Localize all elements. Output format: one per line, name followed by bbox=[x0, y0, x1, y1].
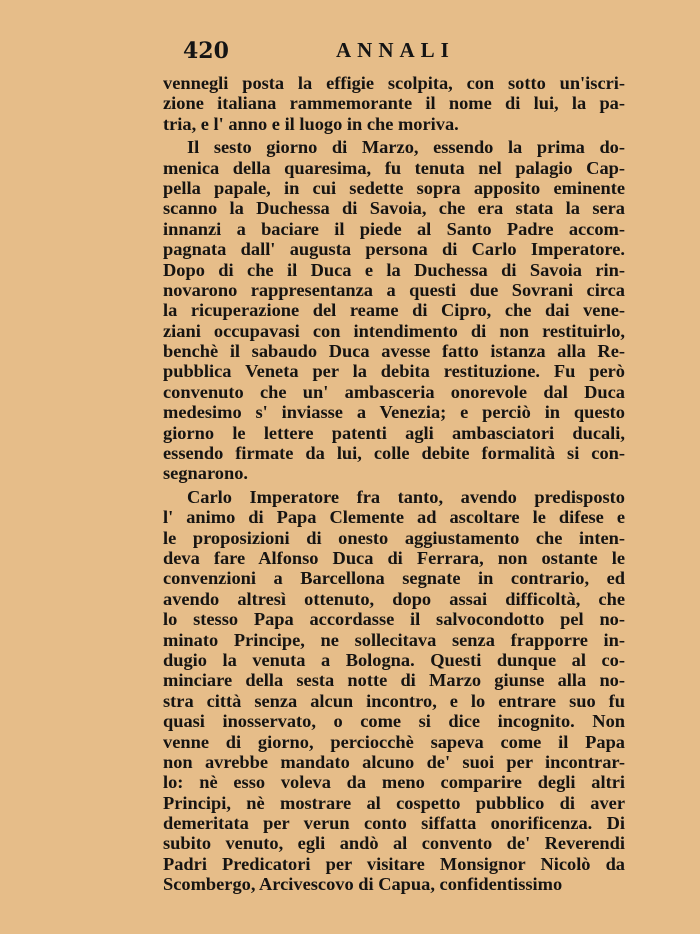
page-header bbox=[163, 38, 625, 68]
text-line: venne di giorno, perciocchè sapeva come il Papa bbox=[163, 731, 625, 752]
text-line: non avrebbe mandato alcuno de' suoi per incontrar- bbox=[163, 751, 625, 772]
text-line: essendo firmate da lui, colle debite formalità si con- bbox=[163, 443, 625, 464]
text-line: pagnata dall' augusta persona di Carlo Imperatore. bbox=[163, 239, 625, 260]
text-line: pubblica Veneta per la debita restituzione. Fu però bbox=[163, 361, 625, 382]
text-line: Dopo di che il Duca e la Duchessa di Savoia rin- bbox=[163, 259, 625, 280]
text-line: Principi, nè mostrare al cospetto pubblico di aver bbox=[163, 792, 625, 813]
text-line: giorno le lettere patenti agli ambasciatori ducali, bbox=[163, 422, 625, 443]
text-line: Scombergo, Arcivescovo di Capua, confidentissimo bbox=[163, 874, 563, 895]
text-line: segnarono. bbox=[163, 463, 248, 484]
text-line: demeritata per verun conto siffatta onorificenza. Di bbox=[163, 813, 625, 834]
text-line: l' animo di Papa Clemente ad ascoltare le difese e bbox=[163, 507, 625, 528]
text-line: deva fare Alfonso Duca di Ferrara, non ostante le bbox=[163, 547, 625, 568]
page-number: 420 bbox=[183, 38, 229, 64]
text-line: lo stesso Papa accordasse il salvocondotto pel no- bbox=[163, 609, 625, 630]
text-line: medesimo s' inviasse a Venezia; e perciò in questo bbox=[163, 402, 625, 423]
text-line: le proposizioni di onesto aggiustamento che inten- bbox=[163, 527, 625, 548]
body-text bbox=[163, 73, 625, 895]
text-line: minato Principe, ne sollecitava senza frapporre in- bbox=[163, 629, 625, 650]
text-line: Padri Predicatori per visitare Monsignor Nicolò da bbox=[163, 853, 625, 874]
text-line: Carlo Imperatore fra tanto, avendo predisposto bbox=[187, 486, 625, 507]
text-line: innanzi a baciare il piede al Santo Padre accom- bbox=[163, 218, 625, 239]
text-line: benchè il sabaudo Duca avesse fatto istanza alla Re- bbox=[163, 341, 625, 362]
text-line: zione italiana rammemorante il nome di lui, la pa- bbox=[163, 93, 625, 114]
text-line: minciare della sesta notte di Marzo giunse alla no- bbox=[163, 670, 625, 691]
paragraph bbox=[163, 137, 625, 484]
text-line: tria, e l' anno e il luogo in che moriva. bbox=[163, 113, 459, 134]
text-line: la ricuperazione del reame di Cipro, che dai vene- bbox=[163, 300, 625, 321]
text-line: vennegli posta la effigie scolpita, con sotto un'iscri- bbox=[163, 73, 625, 93]
text-line: convenzioni a Barcellona segnate in contrario, ed bbox=[163, 568, 625, 589]
paragraph bbox=[163, 487, 625, 895]
text-line: convenuto che un' ambasceria onorevole dal Duca bbox=[163, 381, 625, 402]
text-line: Il sesto giorno di Marzo, essendo la prima do- bbox=[187, 137, 625, 158]
text-line: subito venuto, egli andò al convento de' Reverendi bbox=[163, 833, 625, 854]
text-line: stra città senza alcun incontro, e lo entrare suo fu bbox=[163, 690, 625, 711]
text-line: scanno la Duchessa di Savoia, che era stata la sera bbox=[163, 198, 625, 219]
text-line: pella papale, in cui sedette sopra apposito eminente bbox=[163, 177, 625, 198]
text-line: dugio la venuta a Bologna. Questi dunque al co- bbox=[163, 649, 625, 670]
text-line: quasi inosservato, o come si dice incognito. Non bbox=[163, 711, 625, 732]
running-title: ANNALI bbox=[336, 38, 455, 62]
text-line: menica della quaresima, fu tenuta nel palagio Cap- bbox=[163, 157, 625, 178]
text-line: avendo altresì ottenuto, dopo assai difficoltà, che bbox=[163, 588, 625, 609]
text-line: novarono rappresentanza a questi due Sovrani circa bbox=[163, 279, 625, 300]
text-line: lo: nè esso voleva da meno comparire degli altri bbox=[163, 772, 625, 793]
text-line: ziani occupavasi con intendimento di non restituirlo, bbox=[163, 320, 625, 341]
paragraph bbox=[163, 73, 625, 134]
